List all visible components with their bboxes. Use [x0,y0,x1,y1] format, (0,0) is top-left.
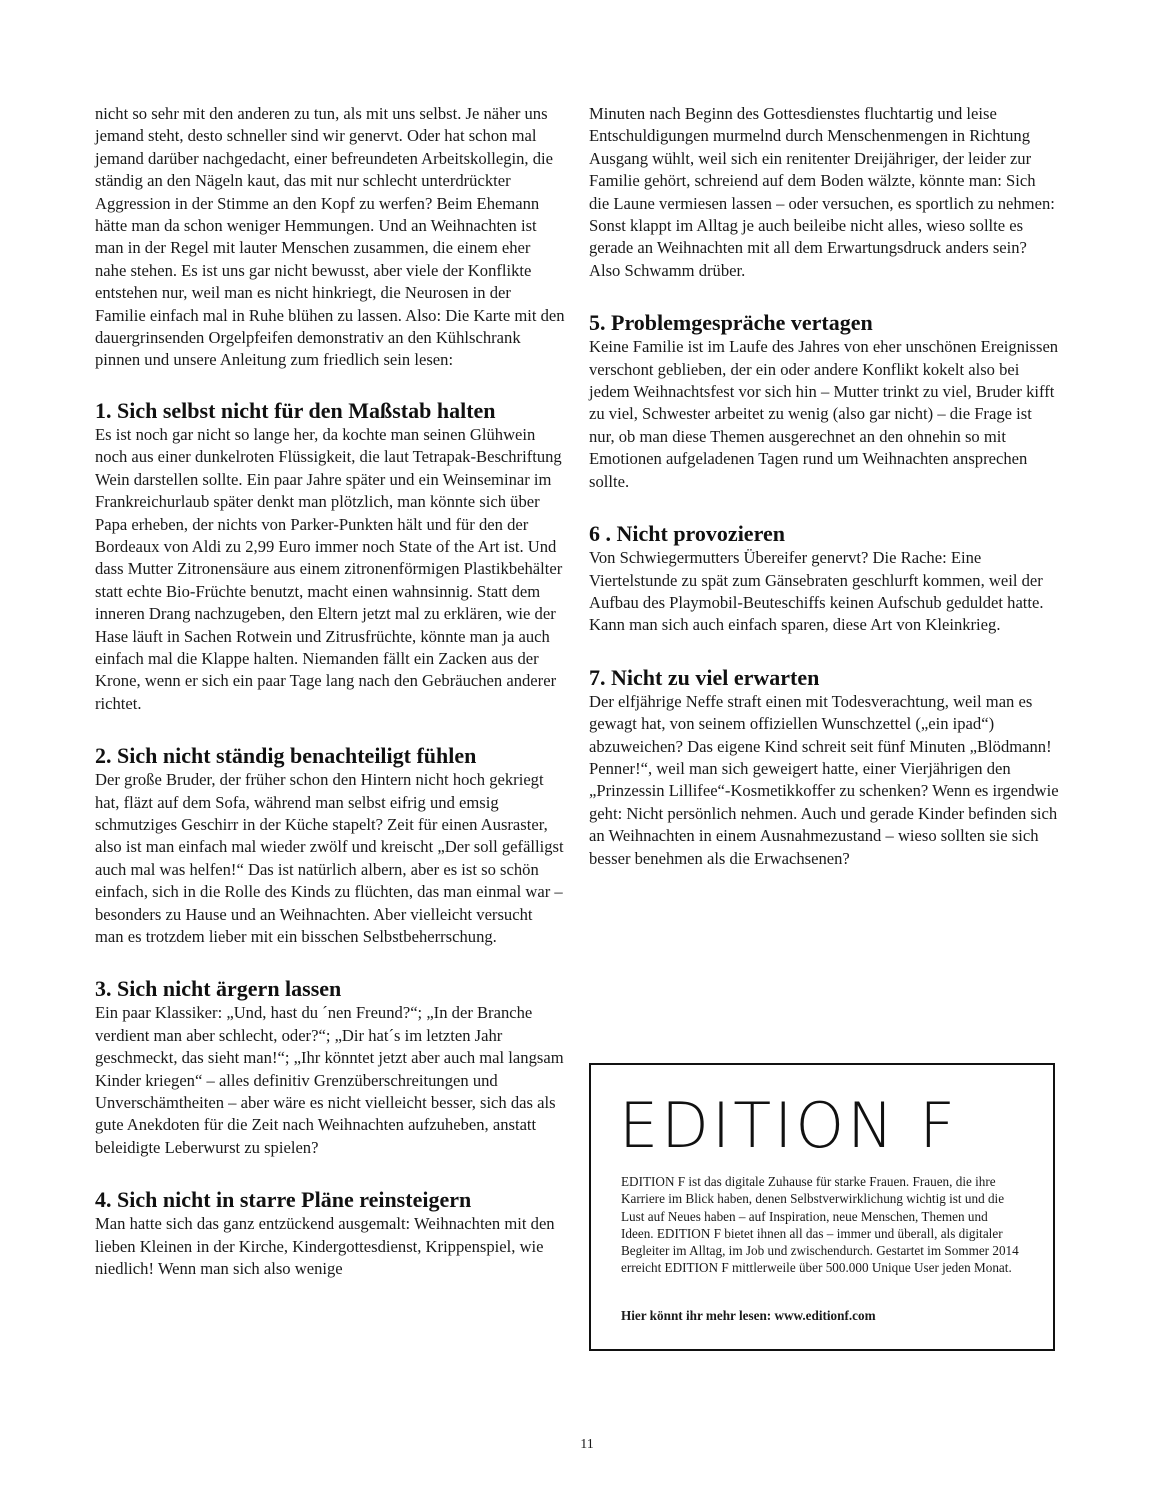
section-5 [589,310,1059,493]
section-text: Keine Familie ist im Laufe des Jahres von eher unschönen Ereignissen verschont geblieben, der ein oder andere Konflikt kokelt also bei jedem Weihnachtsfest vor sich hin – Mutter trinkt zu viel, Bruder kifft zu viel, Schwester arbeitet zu wenig (also gar nicht) – die Frage ist nur, ob man diese Themen ausgerechnet an den ohnehin so mit Emotionen aufgeladenen Tagen rund um Weihnachten ansprechen sollte. [589,337,1059,491]
section-text: Der elfjährige Neffe straft einen mit Todesverachtung, weil man es gewagt hat, von seinem offiziellen Wunschzettel („ein ipad“) abzuweichen? Das eigene Kind schreit seit fünf Minuten „Blödmann! Penner!“, weil man sich geweigert hatte, einer Vierjährigen den „Prinzessin Lillifee“-Kosmetikkoffer zu schenken? Wenn es irgendwie geht: Nicht persönlich nehmen. Auch und gerade Kinder befinden sich an Weihnachten in einem Ausnahmezustand – wieso sollten sie sich besser benehmen als die Erwachsenen? [589,691,1059,868]
section-heading: 1. Sich selbst nicht für den Maßstab halten [95,397,496,423]
section-text: Ein paar Klassiker: „Und, hast du ´nen Freund?“; „In der Branche verdient man aber schlecht, oder?“; „Dir hat´s im letzten Jahr geschmeckt, das sieht man!“; „Ihr könntet jetzt aber auch mal langsam Kinder kriegen“ – alles definitiv Grenzüberschreitungen und Unverschämtheiten – aber wäre es nicht vielleicht besser, sich das als gute Anekdoten für die Zeit nach Weihnachten aufzuheben, anstatt beleidigte Leberwurst zu spielen? [95,1003,564,1157]
edition-f-link[interactable]: Hier könnt ihr mehr lesen: www.editionf.com [621,1308,876,1323]
section-text: Es ist noch gar nicht so lange her, da kochte man seinen Glühwein noch aus einer dunkelroten Flüssigkeit, die laut Tetrapak-Beschriftung Wein darstellen sollte. Ein paar Jahre später und ein Weinseminar im Frankreichurlaub später denkt man plötzlich, man könnte sich über Papa erheben, der nichts von Parker-Punkten hält und für den der Bordeaux von Aldi zu 2,99 Euro immer noch State of the Art ist. Und dass Mutter Zitronensäure aus einem zitronenförmigen Plastikbehälter statt echte Bio-Früchte benutzt, macht einen wahnsinnig. Statt dem inneren Drang nachzugeben, den Eltern jetzt mal zu erklären, wie der Hase läuft in Sachen Rotwein und Zitrusfrüchte, könnte man ja auch einfach mal die Klappe halten. Niemanden fällt ein Zacken aus der Krone, wenn er sich ein paar Tage lang nach den Gebräuchen anderer richtet. [95,424,563,713]
continuation-paragraph: Minuten nach Beginn des Gottesdienstes fluchtartig und leise Entschuldigungen murmelnd durch Menschenmengen in Richtung Ausgang wühlt, weil sich ein renitenter Dreijähriger, der leider zur Familie gehört, schreiend auf dem Boden wälzte, könnte man: Sich die Laune vermiesen lassen – oder versuchen, es sportlich zu nehmen: Sonst klappt im Alltag je auch beileibe nicht alles, wieso sollte es gerade an Weihnachten mit all dem Erwartungsdruck anders sein? Also Schwamm drüber. [589,104,1055,280]
section-1 [95,398,565,715]
right-column [589,103,1059,870]
section-2 [95,743,565,948]
section-3 [95,976,565,1159]
section-heading: 6 . Nicht provozieren [589,521,785,547]
edition-f-info-box [589,1063,1055,1351]
section-7 [589,665,1059,870]
section-heading: 4. Sich nicht in starre Pläne reinsteigern [95,1187,472,1213]
section-heading: 7. Nicht zu viel erwarten [589,664,820,690]
section-heading: 5. Problemgespräche vertagen [589,310,873,336]
section-text: Man hatte sich das ganz entzückend ausgemalt: Weihnachten mit den lieben Kleinen in der Kirche, Kindergottesdienst, Krippenspiel, wie niedlich! Wenn man sich also wenige [95,1214,555,1279]
edition-f-logo [619,1089,958,1162]
edition-f-logo-text: EDITION F [619,1089,958,1162]
section-6 [589,521,1059,637]
section-heading: 3. Sich nicht ärgern lassen [95,976,342,1002]
section-4 [95,1187,565,1280]
left-column [95,103,565,1280]
section-text: Der große Bruder, der früher schon den Hintern nicht hoch gekriegt hat, fläzt auf dem Sofa, während man selbst eifrig und emsig schmutziges Geschirr in der Küche stapelt? Zeit für einen Ausraster, also ist man einfach mal wieder zwölf und kreischt „Der soll gefälligst auch mal was helfen!“ Das ist natürlich albern, aber es ist so schön einfach, sich in die Rolle des Kinds zu flüchten, das man einmal war – besonders zu Hause und an Weihnachten. Aber vielleicht versucht man es trotzdem lieber mit ein bisschen Selbstbeherrschung. [95,770,564,946]
section-text: Von Schwiegermutters Übereifer genervt? Die Rache: Eine Viertelstunde zu spät zum Gänsebraten geschlurft kommen, weil der Aufbau des Playmobil-Beuteschiffs keinen Aufschub geduldet hatte. Kann man sich auch einfach sparen, diese Art von Kleinkrieg. [589,548,1044,635]
section-heading: 2. Sich nicht ständig benachteiligt fühlen [95,743,477,769]
intro-paragraph: nicht so sehr mit den anderen zu tun, als mit uns selbst. Je näher uns jemand steht, desto schneller sind wir genervt. Oder hat schon mal jemand darüber nachgedacht, einer befreundeten Arbeitskollegin, die ständig an den Nägeln kaut, das mit nur schlecht unterdrückter Aggression in der Stimme an den Kopf zu werfen? Beim Ehemann hätte man da schon weniger Hemmungen. Und an Weihnachten ist man in der Regel mit lauter Menschen zusammen, die einem eher nahe stehen. Es ist uns gar nicht bewusst, aber viele der Konflikte entstehen nur, weil man es nicht hinkriegt, die Neurosen in der Familie einfach mal in Ruhe blühen zu lassen. Also: Die Karte mit den dauergrinsenden Orgelpfeifen demonstrativ an den Kühlschrank pinnen und unsere Anleitung zum friedlich sein lesen: [95,104,565,370]
page-number: 11 [580,1437,594,1452]
edition-f-description: EDITION F ist das digitale Zuhause für starke Frauen. Frauen, die ihre Karriere im Blick haben, denen Selbstverwirklichung wichtig ist und die Lust auf Neues haben – auf Inspiration, neue Menschen, Themen und Ideen. EDITION F bietet ihnen all das – immer und überall, als digitaler Begleiter im Alltag, im Job und zwischendurch. Gestartet im Sommer 2014 erreicht EDITION F mittlerweile über 500.000 Unique User jeden Monat. [621,1174,1019,1276]
